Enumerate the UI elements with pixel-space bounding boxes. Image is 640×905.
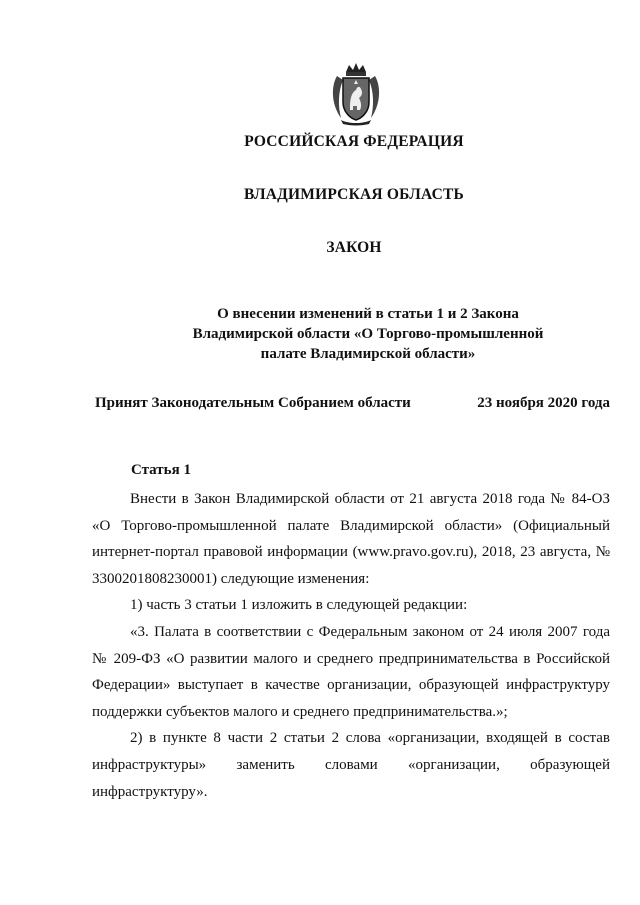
article-paragraph: 2) в пункте 8 части 2 статьи 2 слова «организации, входящей в состав инфраструктуры» заменить словами «организации, образующей инфраструктуру». bbox=[92, 730, 610, 800]
country-title: РОССИЙСКАЯ ФЕДЕРАЦИЯ bbox=[244, 133, 464, 150]
document-type-title: ЗАКОН bbox=[326, 239, 382, 256]
adopted-by-label: Принят Законодательным Собранием области bbox=[95, 395, 411, 411]
article-body bbox=[92, 486, 610, 805]
article-paragraph: Внести в Закон Владимирской области от 21 августа 2018 года № 84-ОЗ «О Торгово-промышленной палате Владимирской области» (Официальный интернет-портал правовой информации (www.pravo.gov.ru), 2018, 23 августа, № 3300201808230001) следующие изменения: bbox=[92, 491, 610, 587]
article-heading: Статья 1 bbox=[131, 462, 191, 478]
adoption-date: 23 ноября 2020 года bbox=[477, 395, 610, 411]
article-paragraph: «3. Палата в соответствии с Федеральным законом от 24 июля 2007 года № 209-ФЗ «О развитии малого и среднего предпринимательства в Российской Федерации» выступает в качестве организации, образующей инфраструктуру поддержки субъектов малого и среднего предпринимательства.»; bbox=[92, 623, 610, 720]
subject-line: Владимирской области «О Торгово-промышленной bbox=[192, 326, 544, 342]
subject-line: палате Владимирской области» bbox=[260, 346, 476, 362]
article-paragraph: 1) часть 3 статьи 1 изложить в следующей редакции: bbox=[130, 597, 468, 614]
coat-of-arms-icon bbox=[329, 62, 383, 126]
region-title: ВЛАДИМИРСКАЯ ОБЛАСТЬ bbox=[244, 186, 464, 203]
subject-line: О внесении изменений в статьи 1 и 2 Закона bbox=[217, 306, 519, 322]
law-subject bbox=[150, 304, 586, 364]
